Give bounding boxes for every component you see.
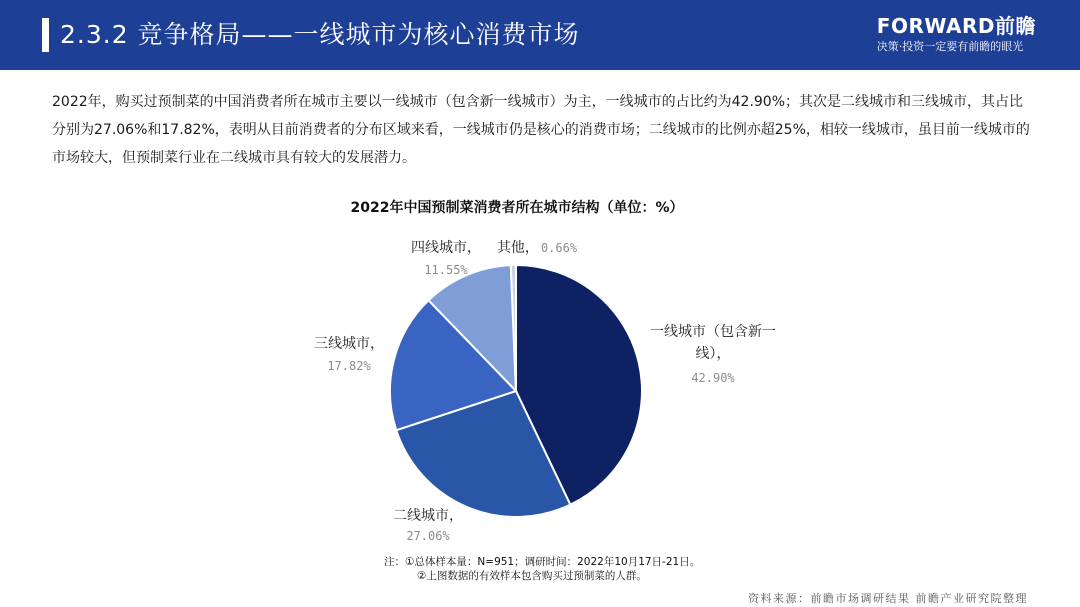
slice-label-group-2 [314,335,384,373]
slice-value-1: 27.06% [406,529,450,543]
chart-notes [384,555,700,583]
slice-value-4: 0.66% [540,241,578,255]
slice-value-3: 11.55% [424,263,468,277]
slice-label-group-4 [497,240,578,256]
slice-value-0: 42.90% [691,371,735,385]
slice-label-4: 其他， 0.66% [496,240,578,256]
slice-label-3-line-0: 四线城市， [411,240,481,256]
brand-slogan: 决策·投资一定要有前瞻的眼光 [876,40,1024,53]
slice-label-0-line-1: 线）， [695,346,731,362]
slice-label-group-3 [411,239,481,277]
intro-paragraph: 2022年，购买过预制菜的中国消费者所在城市主要以一线城市（包含新一线城市）为主，一线城市的占比约为42.90%；其次是二线城市和三线城市，其占比分别为27.06%和17.82%，表明从目前消费者的分布区域来看，一线城市仍是核心的消费市场；二线城市的比例亦超25%，相较一线城市，虽目前一线城市的市场较大，但预制菜行业在二线城市具有较大的发展潜力。 [52,94,1030,166]
slice-label-0-line-0: 一线城市（包含新一 [650,324,776,340]
slice-label-1-line-0: 二线城市， [393,508,463,524]
note-line-1: 注：①总体样本量：N=951；调研时间：2022年10月17日-21日。 [384,556,701,568]
slice-value-2: 17.82% [327,359,371,373]
source-note: 资料来源：前瞻市场调研结果 前瞻产业研究院整理 [748,592,1028,605]
slice-label-2-line-0: 三线城市， [314,336,384,352]
slice-label-group-0 [650,323,776,385]
page-title: 2.3.2 竞争格局——一线城市为核心消费市场 [60,20,580,49]
note-line-2: ②上图数据的有效样本包含购买过预制菜的人群。 [417,570,647,582]
chart-title: 2022年中国预制菜消费者所在城市结构（单位：%） [350,200,684,216]
brand-name: FORWARD前瞻 [876,14,1036,38]
slice-label-group-1 [393,507,463,543]
pie-slices [390,265,642,517]
